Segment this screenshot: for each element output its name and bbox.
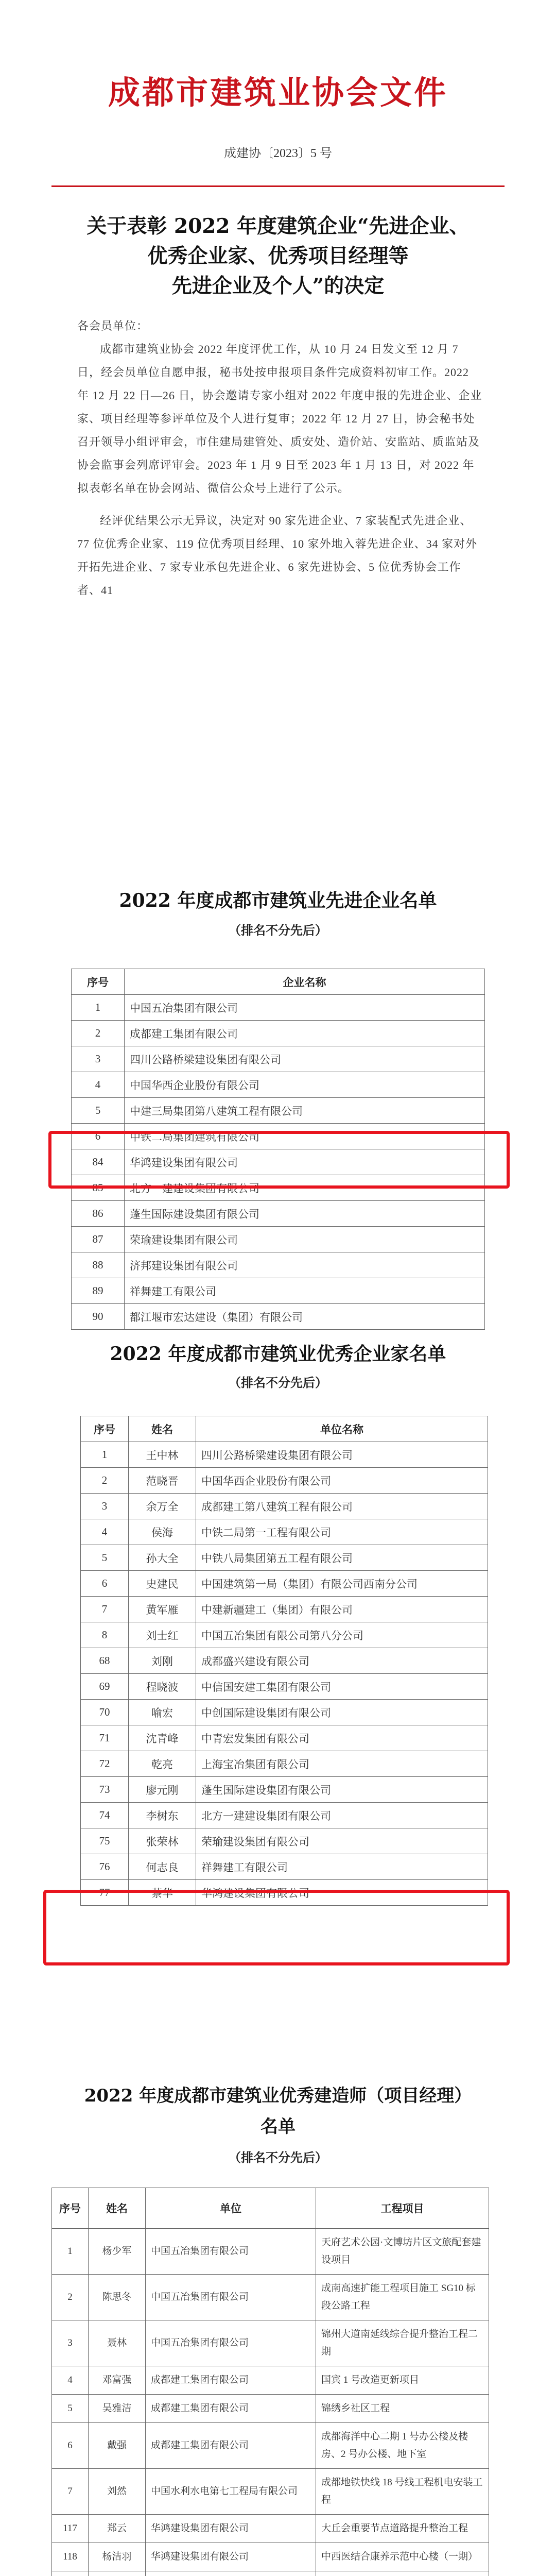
cell-index: 1: [72, 995, 125, 1021]
cell-index: 85: [72, 1175, 125, 1201]
cell-name: 侯海: [129, 1519, 196, 1545]
cell-name: 戴强: [89, 2423, 146, 2469]
body-paragraph-2: 经评优结果公示无异议，决定对 90 家先进企业、7 家装配式先进企业、77 位优秀企业家、119 位优秀项目经理、10 家外地入蓉先进企业、34 家对外开拓先进企业、7 家专业承包先进企业、6 家先进协会、5 位优秀协会工作者、41: [77, 514, 478, 597]
table-row: [81, 1597, 488, 1622]
doc-number: 成建协〔2023〕5 号: [224, 147, 332, 160]
red-divider: [51, 185, 505, 187]
section2-title: 2022 年度成都市建筑业优秀企业家名单: [110, 1343, 446, 1365]
table-row: [72, 1278, 485, 1304]
cell-project: 成南高速扩能工程项目施工 SG10 标段公路工程: [316, 2275, 489, 2320]
body-paragraph-1: 成都市建筑业协会 2022 年度评优工作，从 10 月 24 日发文至 12 月 7 日，经会员单位自愿申报，秘书处按申报项目条件完成资料初审工作。2022 年 12 月 22 日—26 日，协会邀请专家小组对 2022 年度申报的先进企业、企业家、项目经理等参评单位及个人进行复审；2022 年 12 月 27 日，协会秘书处召开领导小组评审会，市住建局建管处、质安处、造价站、安监站、质监站及协会监事会列席评审会。2023 年 1 月 9 日至 2023 年 1 月 13 日，对 2022 年拟表彰名单在协会网站、微信公众号上进行了公示。: [77, 343, 482, 495]
cell-name: 杨少军: [89, 2229, 146, 2275]
cell-company: 中国五冶集团有限公司: [125, 995, 485, 1021]
table-row: [72, 1252, 485, 1278]
header-index: 序号: [81, 1416, 129, 1442]
cell-unit: 成都建工集团有限公司: [146, 2423, 316, 2469]
cell-name: 孙大全: [129, 1545, 196, 1571]
table-row: [81, 1751, 488, 1777]
table-row: [52, 2571, 489, 2576]
cell-index: 3: [81, 1494, 129, 1519]
cell-index: 1: [81, 1442, 129, 1468]
decision-body: [77, 314, 484, 602]
section3-title-line2: 名单: [260, 2116, 296, 2137]
cell-project: 天府艺术公园·文博坊片区文旅配套建设项目: [316, 2229, 489, 2275]
table-row: [81, 1725, 488, 1751]
cell-name: 郑云: [89, 2515, 146, 2543]
cell-name: 喻宏: [129, 1700, 196, 1725]
cell-index: 6: [52, 2423, 89, 2469]
table-header-row: [72, 969, 485, 995]
cell-name: 李树东: [129, 1803, 196, 1828]
cell-index: 75: [81, 1828, 129, 1854]
cell-company: 祥舞建工有限公司: [125, 1278, 485, 1304]
cell-unit: 华鸿建设集团有限公司: [146, 2543, 316, 2571]
table-row: [81, 1674, 488, 1700]
header-unit: 单位: [146, 2188, 316, 2229]
table-header-row: [81, 1416, 488, 1442]
cell-company: 蓬生国际建设集团有限公司: [196, 1777, 488, 1803]
cell-index: 117: [52, 2515, 89, 2543]
cell-index: 7: [52, 2469, 89, 2515]
cell-company: 蓬生国际建设集团有限公司: [125, 1201, 485, 1227]
cell-project: 成都海洋中心二期 1 号办公楼及楼房、2 号办公楼、地下室: [316, 2423, 489, 2469]
cell-company: 成都建工第八建筑工程有限公司: [196, 1494, 488, 1519]
cell-company: 成都建工集团有限公司: [125, 1021, 485, 1046]
cell-index: 86: [72, 1201, 125, 1227]
cell-project: 成都地铁快线 18 号线工程机电安装工程: [316, 2469, 489, 2515]
salutation: 各会员单位：: [77, 319, 149, 332]
table-row: [52, 2320, 489, 2366]
cell-index: 2: [81, 1468, 129, 1494]
cell-company: 华鸿建设集团有限公司: [125, 1149, 485, 1175]
cell-company: 中信国安建工集团有限公司: [196, 1674, 488, 1700]
cell-company: 祥舞建工有限公司: [196, 1854, 488, 1880]
cell-index: 6: [81, 1571, 129, 1597]
cell-index: 77: [81, 1880, 129, 1906]
cell-name: 刘刚: [129, 1648, 196, 1674]
decision-title: [72, 211, 484, 301]
table-row: [52, 2395, 489, 2423]
cell-name: 聂林: [89, 2320, 146, 2366]
cell-index: 72: [81, 1751, 129, 1777]
cell-company: 上海宝冶集团有限公司: [196, 1751, 488, 1777]
section3-title-line1: 2022 年度成都市建筑业优秀建造师（项目经理）: [84, 2086, 472, 2106]
highlight-box-section1: [48, 1131, 510, 1189]
section1-title: 2022 年度成都市建筑业先进企业名单: [119, 890, 437, 911]
cell-company: 北方一建建设集团有限公司: [125, 1175, 485, 1201]
cell-name: 史建民: [129, 1571, 196, 1597]
table-row: [81, 1854, 488, 1880]
cell-project: [316, 2571, 489, 2576]
table-header-row: [52, 2188, 489, 2229]
cell-index: 76: [81, 1854, 129, 1880]
table-row: [81, 1777, 488, 1803]
cell-name: 范晓晋: [129, 1468, 196, 1494]
cell-index: 70: [81, 1700, 129, 1725]
cell-company: 华鸿建设集团有限公司: [196, 1880, 488, 1906]
table-row: [52, 2229, 489, 2275]
table-row: [81, 1648, 488, 1674]
cell-index: 2: [72, 1021, 125, 1046]
decision-title-line1: 关于表彰 2022 年度建筑企业“先进企业、: [86, 214, 470, 238]
header-index: 序号: [52, 2188, 89, 2229]
cell-unit: 中国五冶集团有限公司: [146, 2320, 316, 2366]
cell-company: 中国建筑第一局（集团）有限公司西南分公司: [196, 1571, 488, 1597]
cell-index: 84: [72, 1149, 125, 1175]
cell-name: 刘士红: [129, 1622, 196, 1648]
cell-index: 2: [52, 2275, 89, 2320]
cell-company: 荣瑜建设集团有限公司: [125, 1227, 485, 1252]
table-row: [72, 1201, 485, 1227]
cell-company: 中建新疆建工（集团）有限公司: [196, 1597, 488, 1622]
cell-project: 中西医结合康养示范中心楼（一期）: [316, 2543, 489, 2571]
cell-name: 黄军雁: [129, 1597, 196, 1622]
table-row: [81, 1571, 488, 1597]
cell-name: 吴雅洁: [89, 2395, 146, 2423]
table-row: [81, 1442, 488, 1468]
cell-name: 刘然: [89, 2469, 146, 2515]
header-company: 企业名称: [125, 969, 485, 995]
cell-company: 成都盛兴建设有限公司: [196, 1648, 488, 1674]
cell-name: 王中林: [129, 1442, 196, 1468]
cell-index: 1: [52, 2229, 89, 2275]
cell-index: 89: [72, 1278, 125, 1304]
cell-company: 北方一建建设集团有限公司: [196, 1803, 488, 1828]
cell-name: 陈思冬: [89, 2275, 146, 2320]
cell-company: 中国五冶集团有限公司第八分公司: [196, 1622, 488, 1648]
cell-unit: 中国水利水电第七工程局有限公司: [146, 2469, 316, 2515]
cell-index: 88: [72, 1252, 125, 1278]
table-row: [81, 1828, 488, 1854]
table-row: [72, 1098, 485, 1124]
table-row: [52, 2469, 489, 2515]
decision-title-line2: 优秀企业家、优秀项目经理等: [147, 244, 409, 268]
cell-project: 锦州大道南延线综合提升整治工程二期: [316, 2320, 489, 2366]
cell-index: 69: [81, 1674, 129, 1700]
cell-company: 中铁二局集团建筑有限公司: [125, 1124, 485, 1149]
header-index: 序号: [72, 969, 125, 995]
table-row: [81, 1519, 488, 1545]
header-project: 工程项目: [316, 2188, 489, 2229]
cell-index: 5: [81, 1545, 129, 1571]
cell-index: 74: [81, 1803, 129, 1828]
cell-unit: 中国五冶集团有限公司: [146, 2229, 316, 2275]
cell-index: 7: [81, 1597, 129, 1622]
table-row: [81, 1494, 488, 1519]
table-row: [52, 2543, 489, 2571]
table-row: [72, 995, 485, 1021]
cell-name: 余万全: [129, 1494, 196, 1519]
outstanding-entrepreneur-table: [80, 1416, 488, 1906]
cell-index: 90: [72, 1304, 125, 1330]
cell-name: 何志良: [129, 1854, 196, 1880]
cell-company: 荣瑜建设集团有限公司: [196, 1828, 488, 1854]
cell-unit: 成都建工集团有限公司: [146, 2395, 316, 2423]
table-row: [72, 1046, 485, 1072]
header-name: 姓名: [89, 2188, 146, 2229]
cell-name: [89, 2571, 146, 2576]
table-row: [72, 1304, 485, 1330]
cell-project: 锦绣乡社区工程: [316, 2395, 489, 2423]
cell-unit: 华鸿建设集团有限公司: [146, 2515, 316, 2543]
org-title: 成都市建筑业协会文件: [108, 74, 448, 111]
cell-index: 87: [72, 1227, 125, 1252]
cell-company: 中铁八局集团第五工程有限公司: [196, 1545, 488, 1571]
header-company: 单位名称: [196, 1416, 488, 1442]
cell-company: 中建三局集团第八建筑工程有限公司: [125, 1098, 485, 1124]
cell-company: 四川公路桥梁建设集团有限公司: [125, 1046, 485, 1072]
header-name: 姓名: [129, 1416, 196, 1442]
cell-name: 张荣林: [129, 1828, 196, 1854]
table-row: [52, 2366, 489, 2395]
cell-company: 四川公路桥梁建设集团有限公司: [196, 1442, 488, 1468]
cell-company: 都江堰市宏达建设（集团）有限公司: [125, 1304, 485, 1330]
outstanding-builder-table: [51, 2188, 489, 2576]
table-row: [52, 2515, 489, 2543]
cell-name: 程晓波: [129, 1674, 196, 1700]
section3-subtitle: （排名不分先后）: [229, 2151, 327, 2165]
table-row: [52, 2275, 489, 2320]
cell-name: 杨洁羽: [89, 2543, 146, 2571]
cell-unit: 成都建工集团有限公司: [146, 2366, 316, 2395]
table-row: [72, 1072, 485, 1098]
cell-unit: [146, 2571, 316, 2576]
section1-subtitle: （排名不分先后）: [229, 924, 327, 938]
cell-name: 廖元刚: [129, 1777, 196, 1803]
cell-project: 大丘会重要节点道路提升整治工程: [316, 2515, 489, 2543]
table-row: [72, 1021, 485, 1046]
cell-company: 中国华西企业股份有限公司: [196, 1468, 488, 1494]
cell-index: 6: [72, 1124, 125, 1149]
cell-company: 中国华西企业股份有限公司: [125, 1072, 485, 1098]
cell-company: 中青宏发集团有限公司: [196, 1725, 488, 1751]
table-row: [81, 1468, 488, 1494]
cell-index: 4: [72, 1072, 125, 1098]
cell-name: 沈青峰: [129, 1725, 196, 1751]
cell-index: 4: [52, 2366, 89, 2395]
highlight-box-section2: [43, 1890, 510, 1965]
cell-index: [52, 2571, 89, 2576]
table-row: [81, 1803, 488, 1828]
cell-index: 73: [81, 1777, 129, 1803]
cell-index: 3: [72, 1046, 125, 1072]
cell-company: 济邦建设集团有限公司: [125, 1252, 485, 1278]
cell-company: 中创国际建设集团有限公司: [196, 1700, 488, 1725]
cell-unit: 中国五冶集团有限公司: [146, 2275, 316, 2320]
cell-index: 68: [81, 1648, 129, 1674]
cell-index: 3: [52, 2320, 89, 2366]
cell-index: 5: [52, 2395, 89, 2423]
cell-project: 国宾 1 号改造更新项目: [316, 2366, 489, 2395]
cell-name: 蔡华: [129, 1880, 196, 1906]
section2-subtitle: （排名不分先后）: [229, 1377, 327, 1390]
cell-name: 邓富强: [89, 2366, 146, 2395]
cell-index: 8: [81, 1622, 129, 1648]
cell-company: 中铁二局第一工程有限公司: [196, 1519, 488, 1545]
table-row: [72, 1227, 485, 1252]
cell-index: 71: [81, 1725, 129, 1751]
cell-index: 5: [72, 1098, 125, 1124]
table-row: [81, 1545, 488, 1571]
table-row: [81, 1622, 488, 1648]
cell-name: 乾亮: [129, 1751, 196, 1777]
decision-title-line3: 先进企业及个人”的决定: [171, 274, 385, 298]
cell-index: 4: [81, 1519, 129, 1545]
table-row: [81, 1700, 488, 1725]
cell-index: 118: [52, 2543, 89, 2571]
table-row: [52, 2423, 489, 2469]
document-header: [0, 67, 556, 161]
